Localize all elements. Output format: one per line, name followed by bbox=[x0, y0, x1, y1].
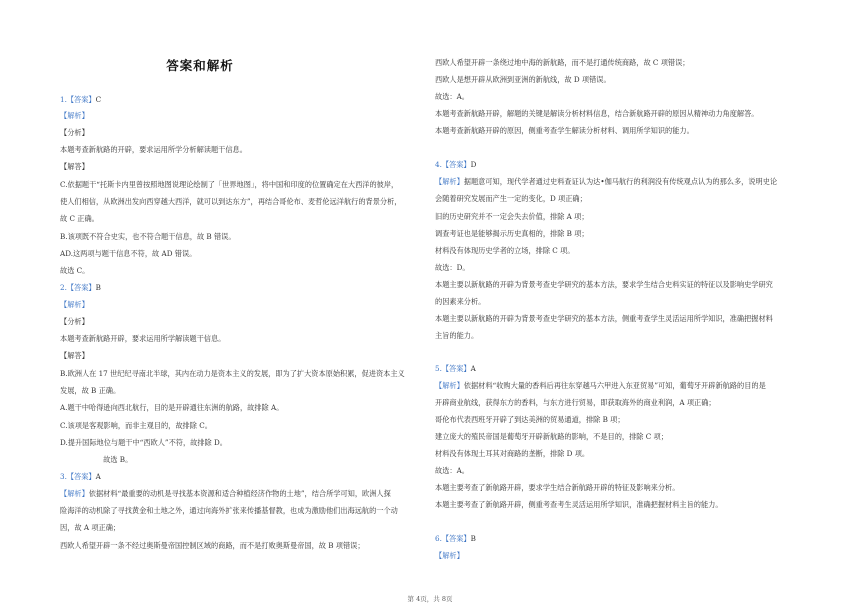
question-number: 3. bbox=[60, 472, 67, 481]
body-text-line: 本题主要以新航路的开辟为背景考查史学研究的基本方法，要求学生结合史料实证的特征以及影响史学研究 bbox=[435, 280, 773, 289]
answer-tag: 【答案】 bbox=[441, 160, 471, 169]
body-text-line: 调查考证也是能够揭示历史真相的，排除 B 项； bbox=[435, 229, 589, 238]
body-text-line: B.该项既不符合史实，也不符合题干信息，故 B 错误。 bbox=[60, 232, 236, 241]
body-text-line: 故选 C。 bbox=[60, 266, 90, 275]
body-text-line: 故选：A。 bbox=[435, 466, 469, 475]
body-text-line: 本题考查新航路开辟，要求运用所学解读题干信息。 bbox=[60, 334, 226, 343]
body-text-line: 的因素来分析。 bbox=[435, 297, 486, 306]
answer-value: B bbox=[95, 283, 101, 292]
answer-line bbox=[60, 283, 101, 293]
question-number: 1. bbox=[60, 95, 67, 104]
body-text-line: A.题干中哈得逊向西北航行，目的是开辟通往东洲的航路，故排除 A。 bbox=[60, 403, 284, 412]
body-text-line: 建立庞大的殖民帝国是葡萄牙开辟新航路的影响，不是目的，排除 C 项； bbox=[435, 432, 668, 441]
page-footer: 第 4页，共 8页 bbox=[407, 595, 453, 603]
analysis-tag: 【解析】 bbox=[60, 489, 89, 498]
body-text-line: 【分析】 bbox=[60, 317, 89, 326]
body-text-line: 本题主要考查了新航路开辟，侧重考查考生灵活运用所学知识，准确把握材料主旨的能力。 bbox=[435, 500, 723, 509]
body-text-line: 材料没有体现历史学者的立场，排除 C 项。 bbox=[435, 246, 575, 255]
body-text-line: 本题主要考查了新航路开辟，要求学生结合新航路开辟的特征及影响来分析。 bbox=[435, 483, 680, 492]
body-text-line: D.提升国际地位与题干中“西欧人”不符，故排除 D。 bbox=[60, 438, 227, 447]
body-text-line: 会随着研究发展而产生一定的变化，D 项正确； bbox=[435, 194, 587, 203]
body-text-line: C.依据题干“托斯卡内里曾按照地图说理论绘制了「世界地图」，将中国和印度的位置确定在大西洋的彼岸， bbox=[60, 180, 399, 189]
answer-value: B bbox=[470, 534, 476, 543]
body-text-line: AD.这两项与题干信息不符，故 AD 错误。 bbox=[60, 249, 197, 258]
body-text-line: 材料没有体现土耳其对商路的垄断，排除 D 项。 bbox=[435, 449, 590, 458]
body-text-line: 发展，故 B 正确。 bbox=[60, 386, 121, 395]
answer-line bbox=[435, 160, 476, 170]
answer-line bbox=[435, 364, 476, 374]
answer-tag: 【答案】 bbox=[441, 364, 471, 373]
answer-line bbox=[435, 534, 476, 544]
analysis-line bbox=[435, 177, 777, 187]
body-text-line: 旧的历史研究并不一定会失去价值，排除 A 项； bbox=[435, 212, 589, 221]
page-title: 答案和解析 bbox=[166, 58, 234, 73]
body-text-line: 本题考查新航路开辟，解题的关键是解读分析材料信息，结合新航路开辟的原因从精神动力角度解答。 bbox=[435, 109, 759, 118]
body-text-line: 故选 B。 bbox=[60, 455, 133, 464]
answer-line bbox=[60, 95, 101, 105]
body-text-line: 本题主要以新航路的开辟为背景考查史学研究的基本方法，侧重考查学生灵活运用所学知识，准确把握材料 bbox=[435, 314, 773, 323]
body-text-line: 故选：D。 bbox=[435, 263, 470, 272]
analysis-line bbox=[60, 489, 391, 499]
body-text-line: 因，故 A 项正确； bbox=[60, 523, 121, 532]
body-text-line: 故选：A。 bbox=[435, 92, 469, 101]
body-text-line: 西欧人希望开辟一条不经过奥斯曼帝国控制区域的商路，而不是打败奥斯曼帝国，故 B 项错误； bbox=[60, 541, 365, 550]
analysis-tag: 【解析】 bbox=[435, 551, 464, 560]
answer-line bbox=[60, 472, 101, 482]
body-text-line: C.该项是客观影响，而非主观目的，故排除 C。 bbox=[60, 421, 212, 430]
analysis-tag: 【解析】 bbox=[60, 111, 89, 120]
body-text-line: 【分析】 bbox=[60, 128, 89, 137]
body-text-line: 使人们相信，从欧洲出发向西穿越大西洋，就可以到达东方”，再结合哥伦布、麦哲伦远洋航行的背景分析， bbox=[60, 197, 402, 206]
body-text-line: 【解答】 bbox=[60, 162, 89, 171]
answer-tag: 【答案】 bbox=[66, 472, 96, 481]
body-text-line: 哥伦布代表西班牙开辟了到达美洲的贸易通道，排除 B 项； bbox=[435, 415, 625, 424]
body-text: 依据材料“最重要的动机是寻找基本资源和适合种植经济作物的土地”，结合所学可知，欧洲人探 bbox=[88, 489, 391, 498]
answer-value: C bbox=[95, 95, 102, 104]
body-text-line: 故 C 正确。 bbox=[60, 214, 99, 223]
body-text-line: 西欧人希望开辟一条绕过地中海的新航路，而不是打通传统商路，故 C 项错误； bbox=[435, 58, 690, 67]
body-text-line: 【解答】 bbox=[60, 351, 89, 360]
answer-value: D bbox=[470, 160, 477, 169]
question-number: 6. bbox=[435, 534, 442, 543]
body-text-line: 本题考查新航路的开辟，要求运用所学分析解读题干信息。 bbox=[60, 145, 247, 154]
body-text-line: B.欧洲人在 17 世纪纪寻南北半球，其内在动力是资本主义的发展，即为了扩大资本原始积累，促进资本主义 bbox=[60, 369, 405, 378]
body-text-line: 西欧人是想开辟从欧洲到亚洲的新航线，故 D 项错误。 bbox=[435, 75, 611, 84]
question-number: 5. bbox=[435, 364, 442, 373]
answer-tag: 【答案】 bbox=[66, 95, 96, 104]
body-text-line: 本题考查新航路开辟的原因，侧重考查学生解读分析材料、调用所学知识的能力。 bbox=[435, 126, 694, 135]
body-text-line: 险海洋的动机除了寻找黄金和土地之外，通过向海外扩张来传播基督教，也成为激励他们出海远航的一个动 bbox=[60, 506, 398, 515]
analysis-line bbox=[435, 381, 766, 391]
answer-value: A bbox=[470, 364, 476, 373]
body-text: 依据材料“收购大量的香料后再往东穿越马六甲进入东亚贸易”可知，葡萄牙开辟新航路的目的是 bbox=[463, 381, 766, 390]
answer-tag: 【答案】 bbox=[441, 534, 471, 543]
analysis-tag: 【解析】 bbox=[435, 381, 464, 390]
answer-tag: 【答案】 bbox=[66, 283, 96, 292]
answer-value: A bbox=[95, 472, 101, 481]
question-number: 4. bbox=[435, 160, 442, 169]
analysis-tag: 【解析】 bbox=[435, 177, 464, 186]
question-number: 2. bbox=[60, 283, 67, 292]
analysis-tag: 【解析】 bbox=[60, 300, 89, 309]
body-text-line: 主旨的能力。 bbox=[435, 331, 479, 340]
body-text-line: 开辟商业航线，获得东方的香料，与东方进行贸易，即获取海外的商业利润，A 项正确； bbox=[435, 398, 716, 407]
body-text: 据题意可知，现代学者通过史料查证认为达•伽马航行的利润没有传统观点认为的那么多，说明史论 bbox=[463, 177, 778, 186]
